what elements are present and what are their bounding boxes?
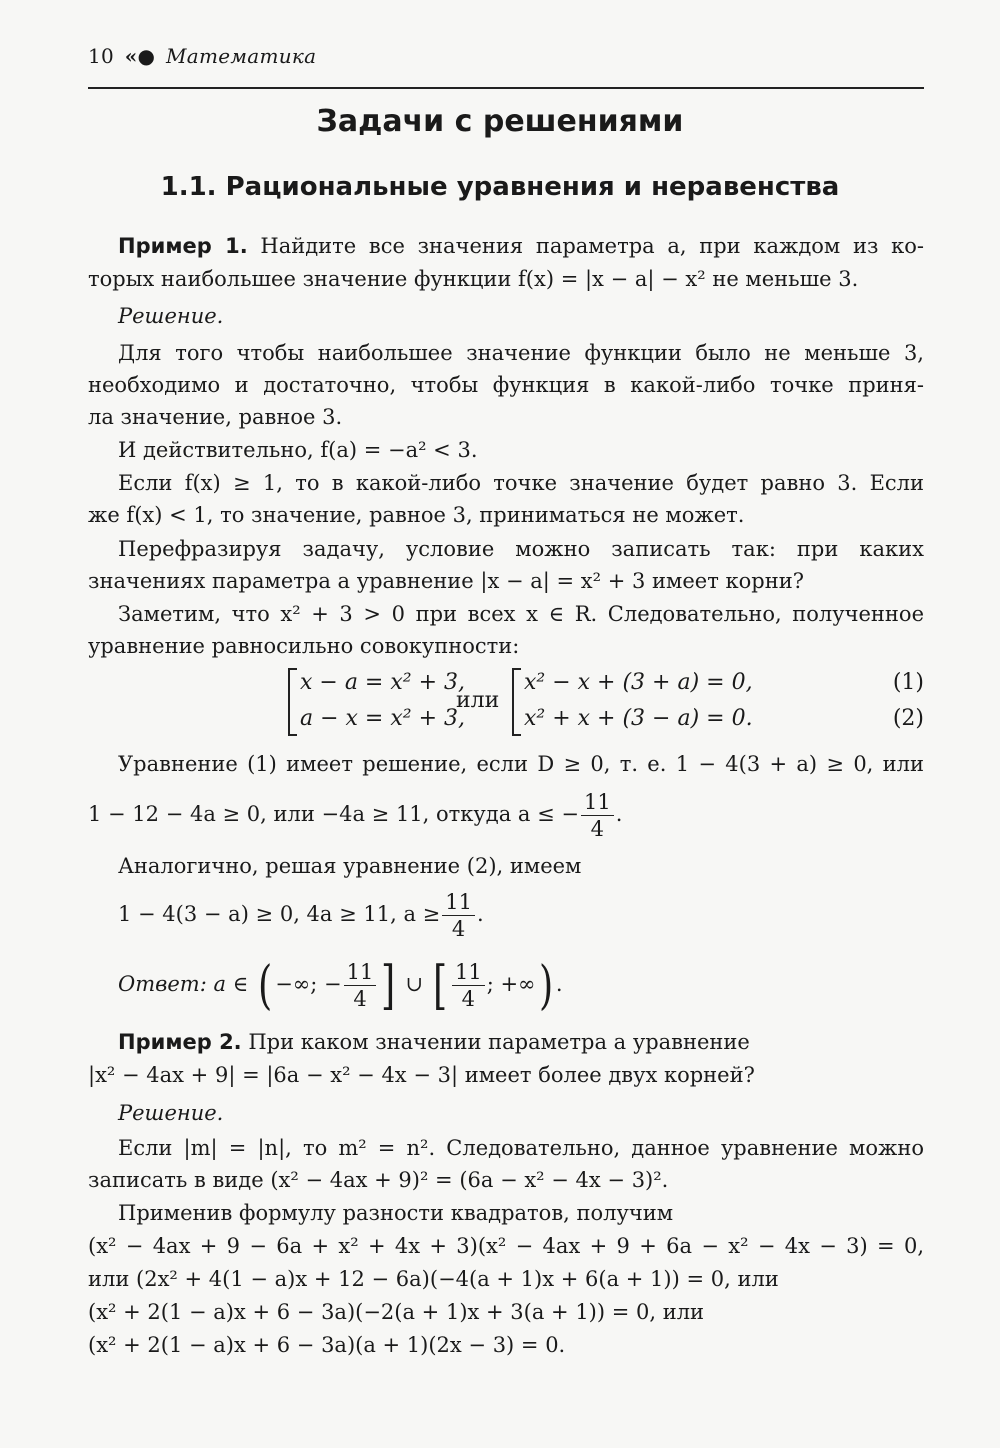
system-right-eq2: x² + x + (3 − a) = 0. [524,706,753,731]
example1-p8 [118,884,924,944]
page-number: 10 [88,44,115,68]
system-left-bracket [288,668,297,736]
header-divider [88,87,924,89]
example1-label: Пример 1. [118,234,248,258]
example1-p4-line1: Перефразируя задачу, условие можно записать так: при каких [118,537,924,561]
example1-p3-line2: же f(x) < 1, то значение, равное 3, приниматься не может. [88,503,745,527]
example2-solution-label: Решение. [118,1101,224,1125]
answer-label: Ответ: [118,972,207,996]
fraction-denominator: 4 [451,917,466,941]
example1-p3-line1: Если f(x) ≥ 1, то в какой-либо точке значение будет равно 3. Если [118,471,924,495]
system-left-eq1: x − a = x² + 3, [300,670,465,695]
example1-p8-end: . [476,902,484,926]
page-title: Задачи с решениями [316,104,684,139]
system-or: или [456,688,500,713]
fraction-11-4 [581,789,614,842]
fraction-11-4 [452,959,485,1012]
example1-p4-line2: значениях параметра a уравнение |x − a| = x² + 3 имеет корни? [88,569,804,593]
example2-p1-line1: Если |m| = |n|, то m² = n². Следовательно, данное уравнение можно [118,1136,924,1160]
example1-line1 [118,232,924,260]
fraction-numerator: 11 [344,959,377,986]
example1-p6-line1: Уравнение (1) имеет решение, если D ≥ 0, т. е. 1 − 4(3 + a) ≥ 0, или [118,752,924,776]
example1-solution-label: Решение. [118,304,224,328]
equation-number-1: (1) [892,670,924,695]
equation-number-2: (2) [892,706,924,731]
system-left-eq2: a − x = x² + 3, [300,706,465,731]
example1-answer [118,950,924,1020]
section-heading: 1.1. Рациональные уравнения и неравенства [160,172,840,202]
fraction-numerator: 11 [442,889,475,916]
answer-union: ∪ [405,972,423,996]
close-bracket-icon: ] [381,955,396,1016]
example1-p6-end: . [615,802,623,826]
section-name: Математика [165,44,317,68]
answer-end: . [555,972,563,996]
answer-neg-inf: −∞; − [275,972,342,996]
open-paren-icon: ( [257,955,273,1016]
example1-p1-line2: необходимо и достаточно, чтобы функция в какой-либо точке приня- [88,373,924,397]
answer-pos-inf: ; +∞ [486,972,536,996]
example2-p2: Применив формулу разности квадратов, получим [118,1201,674,1225]
system-right-bracket [512,668,521,736]
example1-p5-line1: Заметим, что x² + 3 > 0 при всех x ∈ R. Следовательно, полученное [118,602,924,626]
example2-p6: (x² + 2(1 − a)x + 6 − 3a)(a + 1)(2x − 3) = 0. [88,1333,566,1357]
example1-p6-text: 1 − 12 − 4a ≥ 0, или −4a ≥ 11, откуда a ≤ − [88,802,579,826]
example2-line1 [118,1028,924,1056]
example2-text: При каком значении параметра a уравнение [248,1030,750,1054]
running-header [88,44,316,68]
example1-text: Найдите все значения параметра a, при каждом из ко- [260,234,924,258]
answer-var: a ∈ [213,972,249,996]
fraction-numerator: 11 [581,789,614,816]
fraction-denominator: 4 [461,987,475,1011]
fraction-11-4 [344,959,377,1012]
example2-line2: |x² − 4ax + 9| = |6a − x² − 4x − 3| имеет более двух корней? [88,1063,755,1087]
example1-p5-line2: уравнение равносильно совокупности: [88,634,520,658]
system-right-eq1: x² − x + (3 + a) = 0, [524,670,753,695]
open-bracket-icon: [ [432,955,447,1016]
example2-p4: или (2x² + 4(1 − a)x + 12 − 6a)(−4(a + 1)x + 6(a + 1)) = 0, или [88,1267,779,1291]
example1-p1-line3: ла значение, равное 3. [88,405,343,429]
close-paren-icon: ) [538,955,553,1016]
example1-p6-line2 [88,784,924,844]
header-bullets-icon: «● [124,44,156,68]
example1-p7: Аналогично, решая уравнение (2), имеем [118,854,582,878]
fraction-numerator: 11 [452,959,485,986]
fraction-denominator: 4 [590,817,604,841]
example1-p1-line1: Для того чтобы наибольшее значение функции было не меньше 3, [118,341,924,365]
example1-p2: И действительно, f(a) = −a² < 3. [118,438,478,462]
fraction-denominator: 4 [353,987,367,1011]
example2-p3: (x² − 4ax + 9 − 6a + x² + 4x + 3)(x² − 4ax + 9 + 6a − x² − 4x − 3) = 0, [88,1234,924,1258]
example2-label: Пример 2. [118,1030,242,1054]
example1-line2: торых наибольшее значение функции f(x) = |x − a| − x² не меньше 3. [88,267,859,291]
example2-p1-line2: записать в виде (x² − 4ax + 9)² = (6a − x² − 4x − 3)². [88,1168,669,1192]
example2-p5: (x² + 2(1 − a)x + 6 − 3a)(−2(a + 1)x + 3(a + 1)) = 0, или [88,1300,705,1324]
example1-p8-text: 1 − 4(3 − a) ≥ 0, 4a ≥ 11, a ≥ [118,902,441,926]
fraction-11-4 [442,889,475,942]
